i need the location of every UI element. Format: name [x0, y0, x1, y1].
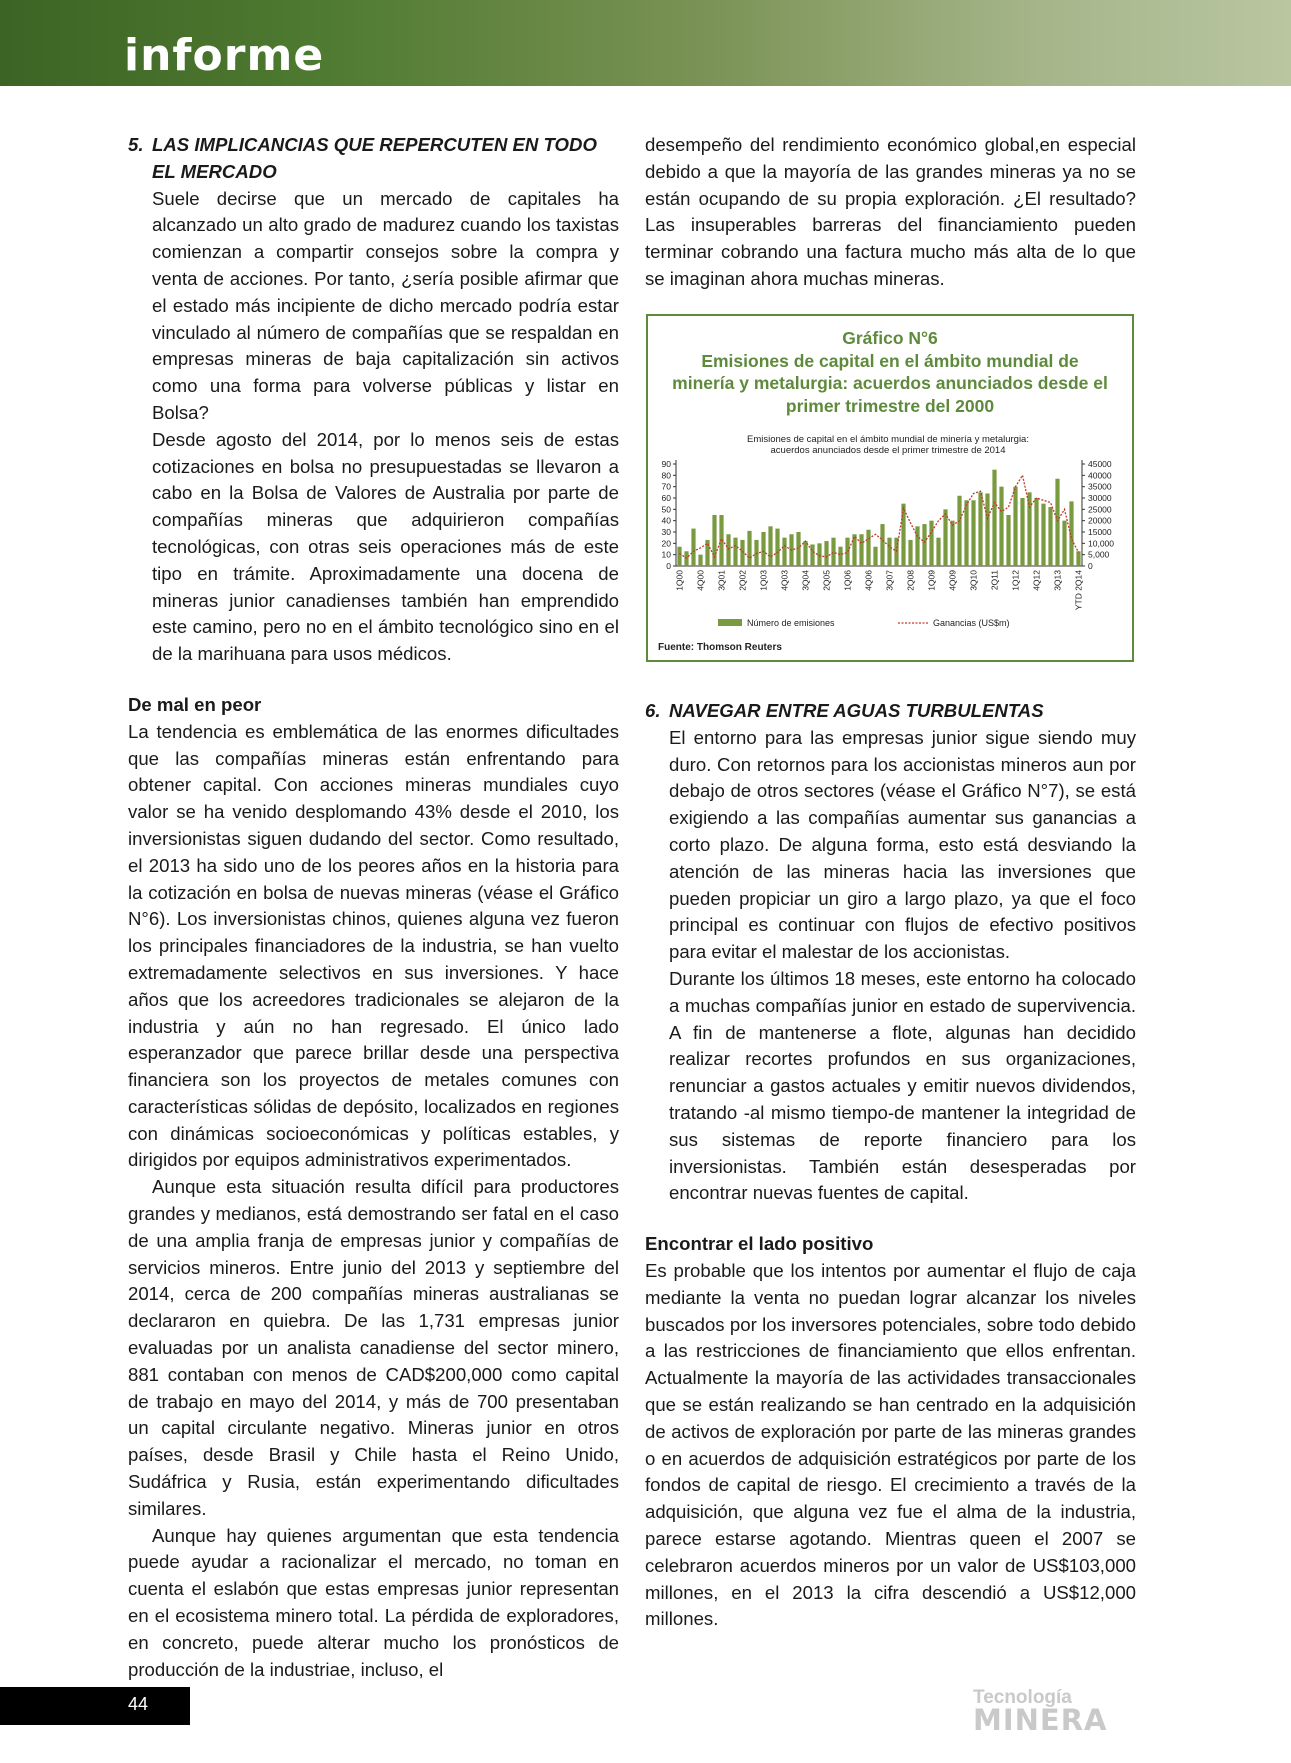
x-tick-label: 3Q07	[884, 570, 895, 591]
figure-title-line2: minería y metalurgia: acuerdos anunciados desde el	[672, 373, 1108, 393]
y-right-tick-label: 25000	[1088, 504, 1112, 515]
y-right-tick-label: 20000	[1088, 515, 1112, 526]
x-tick-label: 4Q00	[695, 570, 706, 591]
y-left-tick-label: 30	[661, 527, 671, 537]
section-5-number: 5.	[128, 134, 144, 155]
x-tick-label: 4Q03	[779, 570, 790, 591]
bar	[740, 540, 744, 566]
bar	[810, 544, 814, 566]
bar	[1034, 498, 1038, 566]
y-right-tick-label: 10,000	[1088, 538, 1114, 549]
x-tick-label: 2Q02	[737, 570, 748, 591]
bar	[964, 500, 968, 566]
bar	[768, 526, 772, 566]
y-right-tick-label: 0	[1088, 561, 1093, 571]
x-tick-label: 2Q08	[905, 570, 916, 591]
bar	[831, 538, 835, 566]
bar	[901, 504, 905, 566]
bar	[992, 470, 996, 566]
bar	[929, 521, 933, 566]
paragraph: Aunque hay quienes argumentan que esta tendencia puede ayudar a racionalizar el mercado, no toman en cuenta el eslabón que estas empresas junior representan en el ecosistema minero total. La pérdida de exploradores, en concreto, puede alterar mucho los pronósticos de producción de la industriae, incluso, el	[128, 1524, 619, 1680]
legend-swatch-bars	[718, 619, 742, 626]
bar	[922, 524, 926, 566]
section-6-body	[645, 725, 1136, 1207]
x-tick-label: 2Q11	[989, 570, 1000, 591]
y-left-tick-label: 90	[661, 459, 671, 469]
paragraph: Durante los últimos 18 meses, este entorno ha colocado a muchas compañías junior en estado de supervivencia. A fin de mantenerse a flote, algunas han decidido realizar recortes profundos en sus organizaciones, renunciar a gastos actuales y emitir nuevos dividendos, tratando -al mismo tiempo-de mantener la integridad de sus sistemas de reporte financiero para los inversionistas. También están desesperadas por encontrar nuevas fuentes de capital.	[669, 967, 1136, 1204]
bar	[698, 555, 702, 566]
bar	[971, 500, 975, 566]
section-5-title-line2: EL MERCADO	[152, 160, 277, 182]
bar	[838, 547, 842, 566]
x-tick-label: 3Q10	[968, 570, 979, 591]
brand-line1: Tecnología	[973, 1687, 1072, 1708]
bar	[852, 534, 856, 566]
x-tick-label: YTD 2Q14	[1073, 570, 1084, 611]
paragraph: Desde agosto del 2014, por lo menos seis de estas cotizaciones en bolsa no presupuestadas se llevaron a cabo en la Bolsa de Valores de Australia por parte de compañías mineras que adquirieron compañías tecnológicas, con otras seis operaciones más de este tipo en trámite. Aproximadamente una docena de mineras junior canadienses también han emprendido este camino, pero no en el ámbito tecnológico sino en el de la marihuana para usos médicos.	[152, 428, 619, 665]
bar	[943, 509, 947, 566]
bar	[726, 534, 730, 566]
bar	[782, 538, 786, 566]
x-tick-label: 1Q06	[842, 570, 853, 591]
figure-title-line1: Emisiones de capital en el ámbito mundial de	[701, 350, 1079, 371]
footer-bar	[0, 1687, 190, 1725]
bar	[1020, 498, 1024, 566]
right-column-top	[645, 132, 1136, 293]
legend-label-bars: Número de emisiones	[747, 618, 835, 628]
bar	[887, 538, 891, 566]
tecnologia-minera-logo	[969, 1682, 1139, 1734]
y-right-tick-label: 5,000	[1088, 549, 1110, 560]
y-right-tick-label: 35000	[1088, 481, 1112, 492]
bar	[999, 487, 1003, 566]
x-tick-label: 4Q12	[1031, 570, 1042, 591]
bar	[1055, 479, 1059, 566]
bar	[957, 496, 961, 566]
subheading-encontrar-lado-positivo: Encontrar el lado positivo	[645, 1233, 874, 1255]
y-left-tick-label: 80	[661, 470, 671, 481]
y-left-tick-label: 0	[666, 561, 671, 571]
brand-line2: MINERA	[973, 1703, 1108, 1734]
paragraph: La tendencia es emblemática de las enormes dificultades que las compañías mineras están enfrentando para obtener capital. Con acciones mineras mundiales cuyo valor se ha venido desplomando 43% desde el 2010, los inversionistas siguen dudando del sector. Como resultado, el 2013 ha sido uno de los peores años en la historia para la cotización en bolsa de nuevas mineras (véase el Gráfico N°6). Los inversionistas chinos, quienes alguna vez fueron los principales financiadores de la industria, se han vuelto extremadamente selectivos en sus inversiones. Y hace años que los acreedores tradicionales se alejaron de la industria y aún no han regresado. El único lado esperanzador que parece brillar desde una perspectiva financiera son los proyectos de metales comunes con características sólidas de depósito, localizados en regiones con dinámicas socioeconómicas y políticas estables, y dirigidos por equipos administrativos experimentados.	[128, 720, 619, 1171]
section-5-heading	[128, 132, 619, 159]
bar	[691, 529, 695, 566]
y-left-tick-label: 10	[661, 549, 671, 560]
section-6-heading	[645, 698, 1136, 725]
chart-inner-title-line2: acuerdos anunciados desde el primer trimestre de 2014	[770, 445, 1006, 456]
right-column-bottom	[645, 698, 1136, 1633]
figure-label: Gráfico N°6	[842, 328, 938, 348]
bar	[908, 540, 912, 566]
x-tick-label: 1Q00	[674, 570, 685, 591]
bar	[824, 541, 828, 566]
section-5-body	[128, 186, 619, 668]
earnings-line	[680, 475, 1079, 558]
y-left-tick-label: 70	[661, 481, 671, 492]
y-left-tick-label: 20	[661, 538, 671, 549]
bar	[677, 547, 681, 566]
chart-canvas	[648, 316, 1132, 660]
bar	[803, 541, 807, 566]
bar	[1013, 487, 1017, 566]
bar	[950, 521, 954, 566]
paragraph: desempeño del rendimiento económico global,en especial debido a que la mayoría de las grandes mineras ya no se están ocupando de su propia exploración. ¿El resultado? Las insuperables barreras del financiamiento pueden terminar cobrando una factura mucho más alta de lo que se imaginan ahora muchas mineras.	[645, 134, 1136, 289]
bar	[747, 531, 751, 566]
bar	[1076, 551, 1080, 566]
x-tick-label: 3Q04	[800, 570, 811, 591]
bar	[775, 529, 779, 566]
figure-title-line3: primer trimestre del 2000	[785, 395, 995, 416]
x-tick-label: 2Q05	[821, 570, 832, 591]
y-right-tick-label: 45000	[1088, 459, 1112, 469]
bar	[845, 538, 849, 566]
bar	[873, 547, 877, 566]
section-6-number: 6.	[645, 700, 661, 721]
x-tick-label: 1Q03	[758, 570, 769, 591]
subheading-de-mal-en-peor: De mal en peor	[128, 693, 262, 715]
section-5-title-line1: LAS IMPLICANCIAS QUE REPERCUTEN EN TODO	[152, 134, 597, 155]
left-column	[128, 132, 619, 1683]
bar	[880, 524, 884, 566]
bar	[733, 538, 737, 566]
section-6-title: NAVEGAR ENTRE AGUAS TURBULENTAS	[669, 700, 1044, 721]
bar	[1006, 515, 1010, 566]
x-tick-label: 3Q01	[716, 570, 727, 591]
x-tick-label: 1Q12	[1010, 570, 1021, 591]
bar	[859, 534, 863, 566]
bar	[712, 515, 716, 566]
y-right-tick-label: 15000	[1088, 527, 1112, 537]
bar	[761, 532, 765, 566]
x-tick-label: 3Q13	[1052, 570, 1063, 591]
bar	[985, 493, 989, 566]
page-number: 44	[128, 1694, 149, 1714]
bar	[978, 492, 982, 566]
legend-label-line: Ganancias (US$m)	[933, 618, 1010, 628]
bar	[936, 538, 940, 566]
bar	[1041, 504, 1045, 566]
y-right-tick-label: 30000	[1088, 493, 1112, 503]
y-left-tick-label: 60	[661, 493, 671, 503]
chart-inner-title-line1: Emisiones de capital en el ámbito mundial de minería y metalurgia:	[747, 434, 1029, 445]
bar	[817, 543, 821, 566]
x-tick-label: 4Q09	[947, 570, 958, 591]
y-right-tick-label: 40000	[1088, 470, 1112, 481]
y-left-tick-label: 40	[661, 515, 671, 526]
chart-figure-6	[646, 314, 1134, 662]
y-left-tick-label: 50	[661, 504, 671, 515]
x-tick-label: 1Q09	[926, 570, 937, 591]
bar	[1062, 521, 1066, 566]
paragraph: El entorno para las empresas junior sigue siendo muy duro. Con retornos para los accionistas mineros aun por debajo de otros sectores (véase el Gráfico N°7), se está exigiendo a las compañías aumentar sus ganancias a corto plazo. De alguna forma, esto está desviando la atención de las mineras hacia las inversiones que pueden propiciar un giro a largo plazo, ya que el foco principal es continuar con flujos de efectivo positivos para evitar el malestar de los accionistas.	[669, 726, 1136, 963]
figure-source: Fuente: Thomson Reuters	[658, 642, 782, 653]
x-tick-label: 4Q06	[863, 570, 874, 591]
paragraph: Aunque esta situación resulta difícil para productores grandes y medianos, está demostrando ser fatal en el caso de una amplia franja de empresas junior y compañías de servicios mineros. Entre junio del 2013 y septiembre del 2014, cerca de 200 compañías mineras australianas se declararon en quiebra. De las 1,731 empresas junior evaluadas por un analista canadiense del sector minero, 881 contaban con menos de CAD$200,000 como capital de trabajo en mayo del 2014, y más de 700 presentaban un capital circulante negativo. Mineras junior en otros países, desde Brasil y Chile hasta el Reino Unido, Sudáfrica y Rusia, están experimentando dificultades similares.	[128, 1176, 619, 1519]
section-title: informe	[124, 30, 325, 81]
bar	[866, 530, 870, 566]
bar	[1048, 507, 1052, 566]
paragraph: Es probable que los intentos por aumentar el flujo de caja mediante la venta no puedan lograr alcanzar los niveles buscados por los inversores potenciales, sobre todo debido a las restricciones de financiamiento que ellos enfrentan. Actualmente la mayoría de las actividades transaccionales que se están realizando se han centrado en la adquisición de activos de exploración por parte de las mineras grandes o en acuerdos de adquisición estratégicos por parte de los fondos de capital de riesgo. El crecimiento a través de la adquisición, que alguna vez fue el alma de la industria, parece estarse agotando. Mientras queen el 2007 se celebraron acuerdos mineros por un valor de US$103,000 millones, en el 2013 la cifra descendió a US$12,000 millones.	[645, 1259, 1136, 1630]
paragraph: Suele decirse que un mercado de capitales ha alcanzado un alto grado de madurez cuando los taxistas comienzan a compartir consejos sobre la compra y venta de acciones. Por tanto, ¿sería posible afirmar que el estado más incipiente de dicho mercado podría estar vinculado al número de compañías que se respaldan en empresas mineras de baja capitalización sin activos como una forma para volverse públicas y listar en Bolsa?	[152, 187, 619, 423]
